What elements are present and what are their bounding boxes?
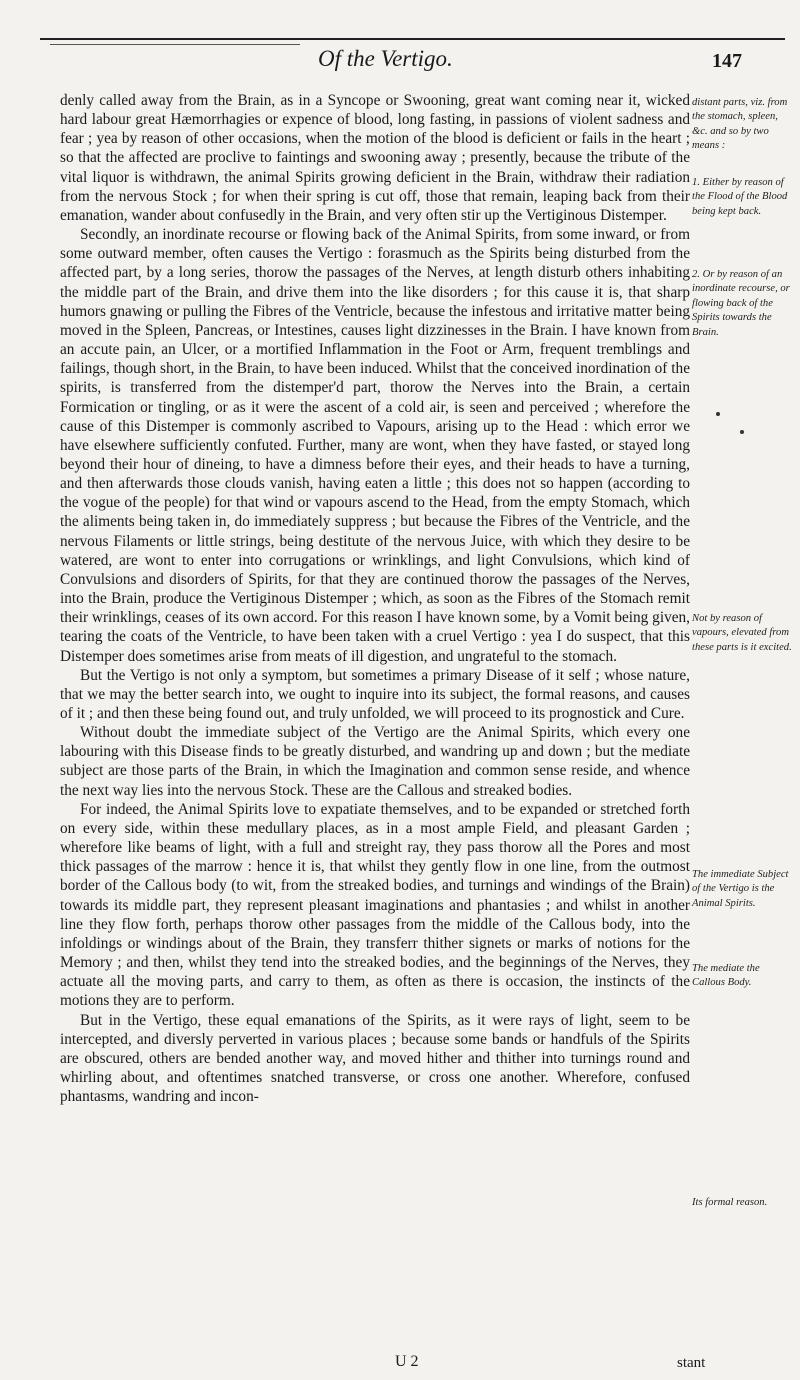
header-underline — [50, 44, 300, 45]
ink-speck — [740, 430, 744, 434]
sidenote-flood-of-blood: 1. Either by reason of the Flood of the Blood being kept back. — [692, 177, 788, 217]
paragraph-4: Without doubt the immediate subject of the Vertigo are the Animal Spirits, which every one labouring with this Disease finds to be greatly disturbed, and wandring up and down ; but the mediate subject are those parts of the Brain, in which the Imagination and common sense reside, and whence the next way lies into the nervous Stock. These are the Callous and streaked bodies. — [60, 724, 690, 799]
sidenote-distant-parts: distant parts, viz. from the stomach, spleen, &c. and so by two means : — [692, 97, 788, 152]
sidenote-immediate-subject: The immediate Subject of the Vertigo is the Animal Spirits. — [692, 869, 789, 909]
sidenote-mediate-subject: The mediate the Callous Body. — [692, 963, 760, 989]
sidenote-vapours: Not by reason of vapours, elevated from these parts is it excited. — [692, 613, 792, 653]
paragraph-5: For indeed, the Animal Spirits love to expatiate themselves, and to be expanded or stretched forth on every side, within these medullary places, as in a most ample Field, and pleasant Garden ; wherefore like beams of light, with a full and streight ray, they pass thorow all the Pores and most thick passages of the marrow : hence it is, that whilst they gently flow in one line, from the outmost border of the Callous body (to wit, from the streaked bodies, and turnings and windings of the Brain) towards its middle part, they represent pleasant imaginations and phantasies ; and whilst in another line they flow forth, perhaps thorow other passages from the middle of the Callous body, into the infoldings or windings about of the Brain, they transferr thither signets or marks of notions for the Memory ; and then, whilst they tend into the streaked bodies, and the beginnings of the Nerves, they actuate all the moving parts, and carry to them, as often as there is occasion, the instincts of the motions they are to perform. — [60, 800, 690, 1010]
paragraph-1: denly called away from the Brain, as in a Syncope or Swooning, great want coming near it, wicked hard labour great Hæmorrhagies or expence of blood, long fasting, in passions of violent sadness and fear ; yea by reason of other occasions, when the motion of the blood is deficient or fails in the heart ; so that the affected are proclive to faintings and swooning away ; presently, because the tribute of the vital liquor is withdrawn, the animal Spirits growing deficient in the Brain, withdraw their radiation from the nervous Stock ; for when their spring is cut off, those that remain, leaping back from their emanation, wander about confusedly in the Brain, and very often stir up the Vertiginous Distemper. — [60, 92, 690, 224]
catchword: stant — [677, 1355, 706, 1371]
main-text — [60, 91, 690, 1106]
paragraph-3: But the Vertigo is not only a symptom, but sometimes a primary Disease of it self ; whose nature, that we may the better search into, we ought to inquire into its subject, the formal reasons, and causes of it ; and then these being found out, and truly unfolded, we will proceed to its prognostick and Cure. — [60, 666, 690, 722]
paragraph-6: But in the Vertigo, these equal emanations of the Spirits, as it were rays of light, seem to be intercepted, and diversly perverted in various places ; because some bands or handfuls of the Spirits are obscured, others are bended another way, and moved hither and thither into turnings round and whirling about, and oftentimes snatched transverse, or cross one another. Wherefore, confused phantasms, wandring and incon- — [60, 1011, 690, 1106]
paragraph-2: Secondly, an inordinate recourse or flowing back of the Animal Spirits, from some inward, or from some outward member, often causes the Vertigo : forasmuch as the Spirits being disturbed from the affected part, by a long series, thorow the passages of the Nerves, at length disturb others inhabiting the middle part of the Brain, and drive them into the like disorders ; for this cause it is, that sharp humors gnawing or pulling the Fibres of the Ventricle, because the infestous and irritative matter being moved in the Spleen, Pancreas, or Intestines, causes light dizzinesses in the Brain. I have known from an accute pain, an Ulcer, or a mortified Inflammation in the Foot or Arm, frequent tremblings and failings, though short, in the Brain, to have been induced. Whilst that the conceived inordination of the spirits, is transferred from the distemper'd part, thorow the Nerves into the Brain, a certain Formication or tingling, or as it were the ascent of a cold air, is seen and perceived ; wherefore the cause of this Distemper is commonly ascribed to Vapours, arising up to the Head : which error we have elsewhere sufficiently confuted. Further, many are wont, when they have fasted, or stayed long beyond their hour of dineing, to have a dimness before their eyes, and their heads to have a turning, and then afterwards those clouds vanish, having eaten a little ; this does not so happen (according to the vogue of the people) for that wind or vapours ascend to the Head, from the empty Stomach, which the aliments being taken in, do immediately suppress ; but because the Fibres of the Ventricle, and the nervous Filaments or little strings, being destitute of the nervous Juice, with which they desire to be watered, are wont to enter into corrugations or wrinklings, and light Convulsions, which kind of Convulsions and disorders of Spirits, for that they are continued thorow the passages of the Nerves, into the Brain, produce the Vertiginous Distemper ; which, as soon as the Fibres of the Stomach remit their wrinklings, ceases of its own accord. For this reason I have known some, by a Vomit being given, tearing the coats of the Ventricle, to have been taken with a cruel Vertigo : yea I do suspect, that this Distemper does sometimes arise from meats of ill digestion, and ungrateful to the stomach. — [60, 226, 690, 665]
ink-speck — [716, 412, 720, 416]
header-rule — [40, 38, 785, 40]
sidenote-formal-reason: Its formal reason. — [692, 1197, 768, 1208]
signature-mark: U 2 — [395, 1353, 419, 1370]
page-number: 147 — [712, 50, 742, 72]
sidenote-inordinate-recourse: 2. Or by reason of an inordinate recourse, or flowing back of the Spirits towards the Brain. — [692, 269, 790, 338]
running-head: Of the Vertigo. — [318, 46, 453, 71]
